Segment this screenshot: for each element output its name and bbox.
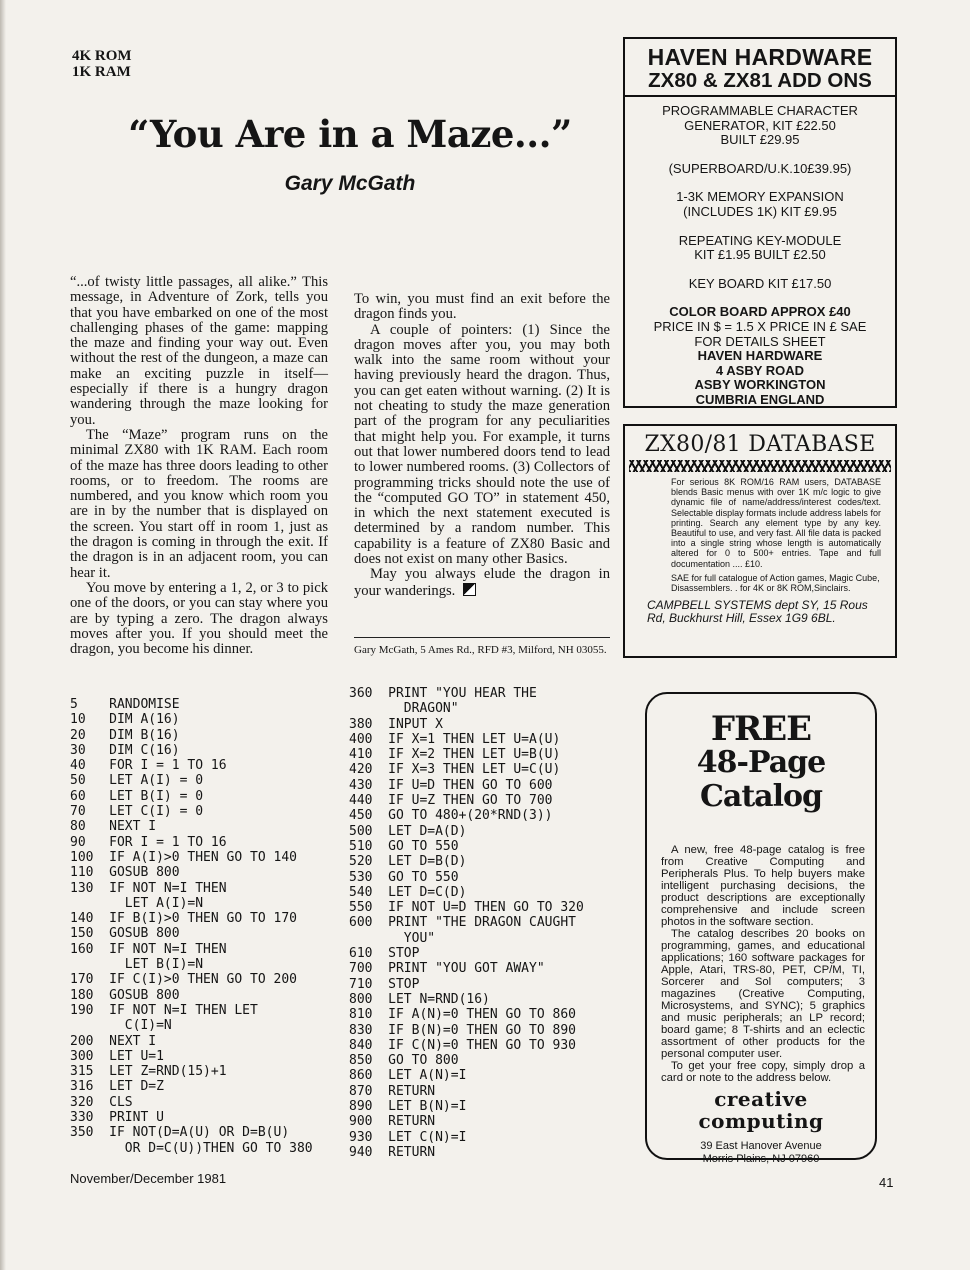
ad-company: CAMPBELL SYSTEMS dept SY, 15 Rous Rd, Buckhurst Hill, Essex 1G9 6BL. [647, 598, 868, 626]
ad-line: GENERATOR, KIT £22.50 [684, 117, 836, 133]
code-line: 90 FOR I = 1 TO 16 [70, 834, 227, 850]
code-line: 410 IF X=2 THEN LET U=B(U) [349, 747, 561, 763]
creative-catalog-ad [645, 692, 877, 1165]
logo-line: creative [714, 1087, 808, 1111]
ram-label: 1K RAM [72, 64, 131, 80]
code-line: 540 LET D=C(D) [349, 884, 467, 900]
ad-line: BUILT £29.95 [720, 132, 800, 148]
ad-line: HAVEN HARDWARE [697, 348, 823, 364]
code-line: 110 GOSUB 800 [70, 865, 180, 881]
code-line: 70 LET C(I) = 0 [70, 804, 204, 820]
ad-line: PROGRAMMABLE CHARACTER [662, 103, 858, 118]
code-line: 60 LET B(I) = 0 [70, 788, 204, 804]
ad-line: COLOR BOARD APPROX £40 [669, 304, 851, 320]
end-of-article-icon [463, 583, 476, 596]
code-line: 800 LET N=RND(16) [349, 991, 490, 1007]
paragraph: To win, you must find an exit before the dragon finds you. [354, 291, 610, 323]
code-line: 20 DIM B(16) [70, 727, 180, 743]
code-line: 610 STOP [349, 946, 420, 962]
zx-database-ad [623, 424, 897, 658]
paragraph: A new, free 48-page catalog is free from Creative Computing and Peripherals Plus. To help buyers make intelligent purchasing decisions, the product descriptions are exceptionally comprehensive and include screen photos in the software section. [661, 844, 865, 928]
code-line: 50 LET A(I) = 0 [70, 773, 204, 789]
code-line: 550 IF NOT U=D THEN GO TO 320 [349, 900, 584, 916]
haven-hardware-ad [623, 37, 897, 408]
closing-text: May you always elude the dragon in your wanderings. [354, 566, 610, 599]
code-line: 200 NEXT I [70, 1033, 157, 1049]
code-line: OR D=C(U))THEN GO TO 380 [70, 1140, 313, 1156]
code-line: 710 STOP [349, 976, 420, 992]
paragraph: The catalog describes 20 books on programming, games, and educational applications; 160 software packages for Apple, Atari, TRS-80, PET, CP/M, TI, Sorcerer and Sol computers; 3 magazines (Creative Computing, Microsystems, and SYNC); 5 graphics and music peripherals; an LP record; board game; 8 T-shirts and an eclectic assortment of other products for the personal computer user. [661, 928, 865, 1060]
code-line: 840 IF C(N)=0 THEN GO TO 930 [349, 1037, 576, 1053]
ad-address [647, 1140, 875, 1166]
code-line: 510 GO TO 550 [349, 838, 459, 854]
zigzag-border-icon [629, 460, 891, 472]
code-line: C(I)=N [70, 1018, 172, 1034]
ad-body [661, 844, 865, 1084]
issue-date: November/December 1981 [70, 1171, 227, 1186]
code-line: 315 LET Z=RND(15)+1 [70, 1064, 227, 1080]
code-line: LET B(I)=N [70, 957, 204, 973]
code-line: 940 RETURN [349, 1144, 436, 1160]
ad-line: 1-3K MEMORY EXPANSION [676, 189, 844, 205]
ad-line: (SUPERBOARD/U.K.10£39.95) [668, 160, 852, 176]
code-line: 160 IF NOT N=I THEN [70, 941, 227, 957]
ad-line: PRICE IN $ = 1.5 X PRICE IN £ SAE [653, 318, 867, 334]
code-line: 330 PRINT U [70, 1110, 164, 1126]
code-line: 860 LET A(N)=I [349, 1068, 467, 1084]
code-line: 140 IF B(I)>0 THEN GO TO 170 [70, 911, 297, 927]
ad-line: 4 ASBY ROAD [715, 362, 805, 378]
code-line: 80 NEXT I [70, 819, 157, 835]
page-number: 41 [879, 1175, 894, 1190]
code-line: 180 GOSUB 800 [70, 987, 180, 1003]
ad-title: HAVEN HARDWARE [647, 44, 873, 70]
code-line: 170 IF C(I)>0 THEN GO TO 200 [70, 972, 297, 988]
article-author: Gary McGath [284, 172, 416, 195]
code-line: 350 IF NOT(D=A(U) OR D=B(U) [70, 1125, 290, 1141]
ad-body: For serious 8K ROM/16 RAM users, DATABASE blends Basic menus with over 1K m/c logic to give dynamic file of name/address/interest codes/text. Selectable display formats include address labels for printing. Search any element type by any key. Beautiful to use, and very fast. All file data is packed into a single string whose length is automatically altered for 0 to 500+ entries. Tape and full documentation .... £10. [671, 477, 881, 569]
paragraph: “...of twisty little passages, all alike.” This message, in Adventure of Zork, tells you that you have embarked on one of the most challenging phases of the game: mapping the maze and finding your way out. Even without the rest of the dungeon, a maze can make an exciting puzzle in itself—especially if there is a hungry dragon wandering through the maze looking for you. [70, 274, 328, 428]
code-line: 30 DIM C(16) [70, 742, 180, 758]
system-requirements [72, 48, 132, 80]
ad-subtitle: ZX80 & ZX81 ADD ONS [625, 70, 895, 97]
creative-computing-logo [647, 1088, 875, 1132]
address-divider [354, 637, 610, 638]
code-line: 440 IF U=Z THEN GO TO 700 [349, 793, 553, 809]
ad-line: ASBY WORKINGTON [694, 377, 826, 393]
ad-line: REPEATING KEY-MODULE [678, 232, 842, 248]
logo-line: computing [698, 1109, 824, 1133]
author-address: Gary McGath, 5 Ames Rd., RFD #3, Milford, NH 03055. [354, 644, 607, 656]
code-line: LET A(I)=N [70, 895, 204, 911]
code-line: 930 LET C(N)=I [349, 1129, 467, 1145]
program-listing-left [70, 697, 313, 1156]
address-line: Morris Plains, NJ 07960 [702, 1153, 820, 1165]
code-line: 890 LET B(N)=I [349, 1099, 467, 1115]
ad-sae: SAE for full catalogue of Action games, Magic Cube, Disassemblers. . for 4K or 8K ROM,Sinclairs. [671, 572, 880, 594]
page-spine-shadow [0, 0, 6, 1270]
ad-line: KEY BOARD KIT £17.50 [688, 275, 832, 291]
code-line: 850 GO TO 800 [349, 1053, 459, 1069]
rom-label: 4K ROM [72, 48, 132, 64]
code-line: YOU" [349, 930, 436, 946]
code-line: 190 IF NOT N=I THEN LET [70, 1002, 258, 1018]
article-title: “You Are in a Maze...” [128, 112, 572, 156]
code-line: 430 IF U=D THEN GO TO 600 [349, 777, 553, 793]
article-column-2 [354, 292, 610, 599]
code-line: 600 PRINT "THE DRAGON CAUGHT [349, 915, 576, 931]
code-line: DRAGON" [349, 701, 459, 717]
article-column-1 [70, 275, 328, 657]
paragraph: A couple of pointers: (1) Since the dragon moves after you, you may both walk into the same room without your having previously heard the dragon. Thus, you can get eaten without warning. (2) It is not cheating to study the maze generation part of the program for any peculiarities that might help you. For example, it turns out that lower numbered doors tend to lead to lower numbered rooms. (3) Collectors of programming tricks should note the use of the “computed GO TO” in statement 450, in which the next statement executed is determined by a random number. This capability is a feature of ZX80 Basic and does not exist on many other Basics. [354, 321, 610, 568]
code-line: 500 LET D=A(D) [349, 823, 467, 839]
code-line: 530 GO TO 550 [349, 869, 459, 885]
paragraph: You move by entering a 1, 2, or 3 to pick one of the doors, or you can stay where you are by typing a zero. The dragon always moves after you. If you should meet the dragon, you become his dinner. [70, 579, 328, 658]
code-line: 5 RANDOMISE [70, 697, 180, 712]
code-line: 130 IF NOT N=I THEN [70, 880, 227, 896]
ad-headline-catalog: Catalog [700, 779, 822, 814]
code-line: 830 IF B(N)=0 THEN GO TO 890 [349, 1022, 576, 1038]
ad-line: (INCLUDES 1K) KIT £9.95 [683, 203, 837, 219]
code-line: 150 GOSUB 800 [70, 926, 180, 942]
ad-line: KIT £1.95 BUILT £2.50 [694, 247, 826, 263]
code-line: 810 IF A(N)=0 THEN GO TO 860 [349, 1007, 576, 1023]
code-line: 900 RETURN [349, 1114, 436, 1130]
ad-line: FOR DETAILS SHEET [694, 333, 826, 349]
program-listing-right [349, 686, 584, 1160]
code-line: 380 INPUT X [349, 716, 443, 732]
code-line: 700 PRINT "YOU GOT AWAY" [349, 961, 545, 977]
code-line: 520 LET D=B(D) [349, 854, 467, 870]
code-line: 450 GO TO 480+(20*RND(3)) [349, 808, 553, 824]
code-line: 40 FOR I = 1 TO 16 [70, 758, 227, 774]
code-line: 870 RETURN [349, 1083, 436, 1099]
ad-headline-free: FREE [710, 709, 812, 749]
address-line: 39 East Hanover Avenue [700, 1140, 822, 1152]
code-line: 360 PRINT "YOU HEAR THE [349, 686, 537, 701]
paragraph: The “Maze” program runs on the minimal ZX80 with 1K RAM. Each room of the maze has three doors leading to other rooms, or to freedom. The rooms are numbered, and you know which room you are in by the number that is displayed on the screen. You start off in room 1, just as the dragon is coming in through the exit. If the dragon is in an adjacent room, you can hear it. [70, 426, 328, 581]
ad-headline-pages: 48-Page [696, 745, 826, 780]
ad-title: ZX80/81 DATABASE [644, 432, 876, 457]
code-line: 320 CLS [70, 1094, 133, 1110]
code-line: 316 LET D=Z [70, 1079, 164, 1095]
ad-line: CUMBRIA ENGLAND [695, 391, 825, 407]
paragraph: To get your free copy, simply drop a card or note to the address below. [661, 1060, 865, 1084]
code-line: 100 IF A(I)>0 THEN GO TO 140 [70, 849, 297, 865]
code-line: 400 IF X=1 THEN LET U=A(U) [349, 731, 561, 747]
code-line: 10 DIM A(16) [70, 712, 180, 728]
code-line: 300 LET U=1 [70, 1048, 164, 1064]
paragraph [354, 567, 610, 599]
code-line: 420 IF X=3 THEN LET U=C(U) [349, 762, 561, 778]
